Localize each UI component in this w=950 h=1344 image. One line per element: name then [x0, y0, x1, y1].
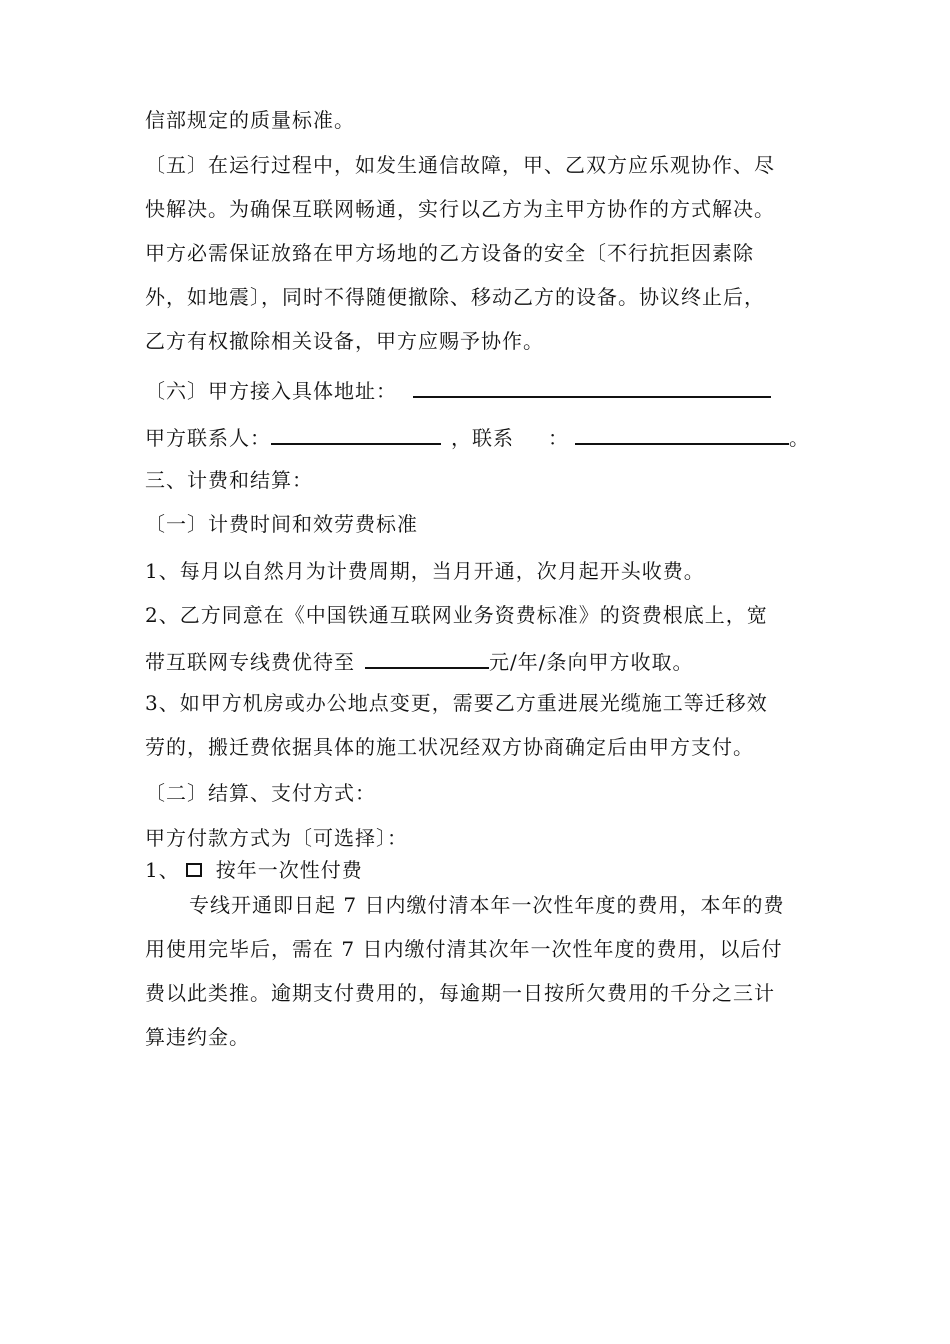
fee-label: 带互联网专线费优待至	[145, 650, 355, 674]
paragraph-line: 3、如甲方机房或办公地点变更，需要乙方重进展光缆施工等迁移效	[145, 691, 768, 715]
fee-line	[145, 645, 693, 676]
section-heading: 三、计费和结算：	[145, 468, 313, 492]
fee-unit: 元/年/条向甲方收取。	[489, 650, 694, 674]
paragraph-line: 用使用完毕后，需在 7 日内缴付清其次年一次性年度的费用，以后付	[145, 937, 783, 961]
address-blank[interactable]	[413, 374, 771, 398]
paragraph-line: 乙方有权撤除相关设备，甲方应赐予协作。	[145, 329, 544, 353]
paragraph-line: 劳的，搬迁费依据具体的施工状况经双方协商确定后由甲方支付。	[145, 735, 754, 759]
paragraph-line: 费以此类推。逾期支付费用的，每逾期一日按所欠费用的千分之三计	[145, 981, 775, 1005]
contact-person-label: 甲方联系人：	[145, 426, 271, 450]
contact-colon: ：	[548, 426, 569, 450]
address-line	[145, 374, 771, 405]
paragraph-line: 甲方必需保证放臵在甲方场地的乙方设备的安全〔不行抗拒因素除	[145, 241, 754, 265]
paragraph-line: 算违约金。	[145, 1025, 250, 1049]
contact-phone-blank[interactable]	[575, 421, 789, 445]
paragraph-line: 专线开通即日起 7 日内缴付清本年一次性年度的费用，本年的费	[189, 893, 785, 917]
paragraph-line: 甲方付款方式为〔可选择〕：	[145, 826, 408, 850]
contact-person-blank[interactable]	[271, 421, 441, 445]
option-line	[145, 856, 363, 884]
address-label: 〔六〕甲方接入具体地址：	[145, 379, 397, 403]
paragraph-line: 外，如地震〕，同时不得随便撤除、移动乙方的设备。协议终止后，	[145, 285, 765, 309]
option-checkbox[interactable]	[186, 863, 202, 877]
fee-blank[interactable]	[365, 645, 489, 669]
contact-period: 。	[789, 426, 810, 450]
contact-phone-label: ，联系	[451, 426, 514, 450]
contact-line	[145, 421, 810, 452]
paragraph-line: 〔五〕在运行过程中，如发生通信故障，甲、乙双方应乐观协作、尽	[145, 153, 775, 177]
paragraph-line: 快解决。为确保互联网畅通，实行以乙方为主甲方协作的方式解决。	[145, 197, 775, 221]
subsection-heading: 〔二〕结算、支付方式：	[145, 781, 376, 805]
option-label: 按年一次性付费	[215, 858, 363, 882]
subsection-heading: 〔一〕计费时间和效劳费标准	[145, 512, 418, 536]
paragraph-line: 2、乙方同意在《中国铁通互联网业务资费标准》的资费根底上，宽	[145, 603, 768, 627]
paragraph-line: 信部规定的质量标准。	[145, 108, 355, 132]
paragraph-line: 1、每月以自然月为计费周期，当月开通，次月起开头收费。	[145, 559, 705, 583]
option-number: 1、	[145, 858, 180, 882]
